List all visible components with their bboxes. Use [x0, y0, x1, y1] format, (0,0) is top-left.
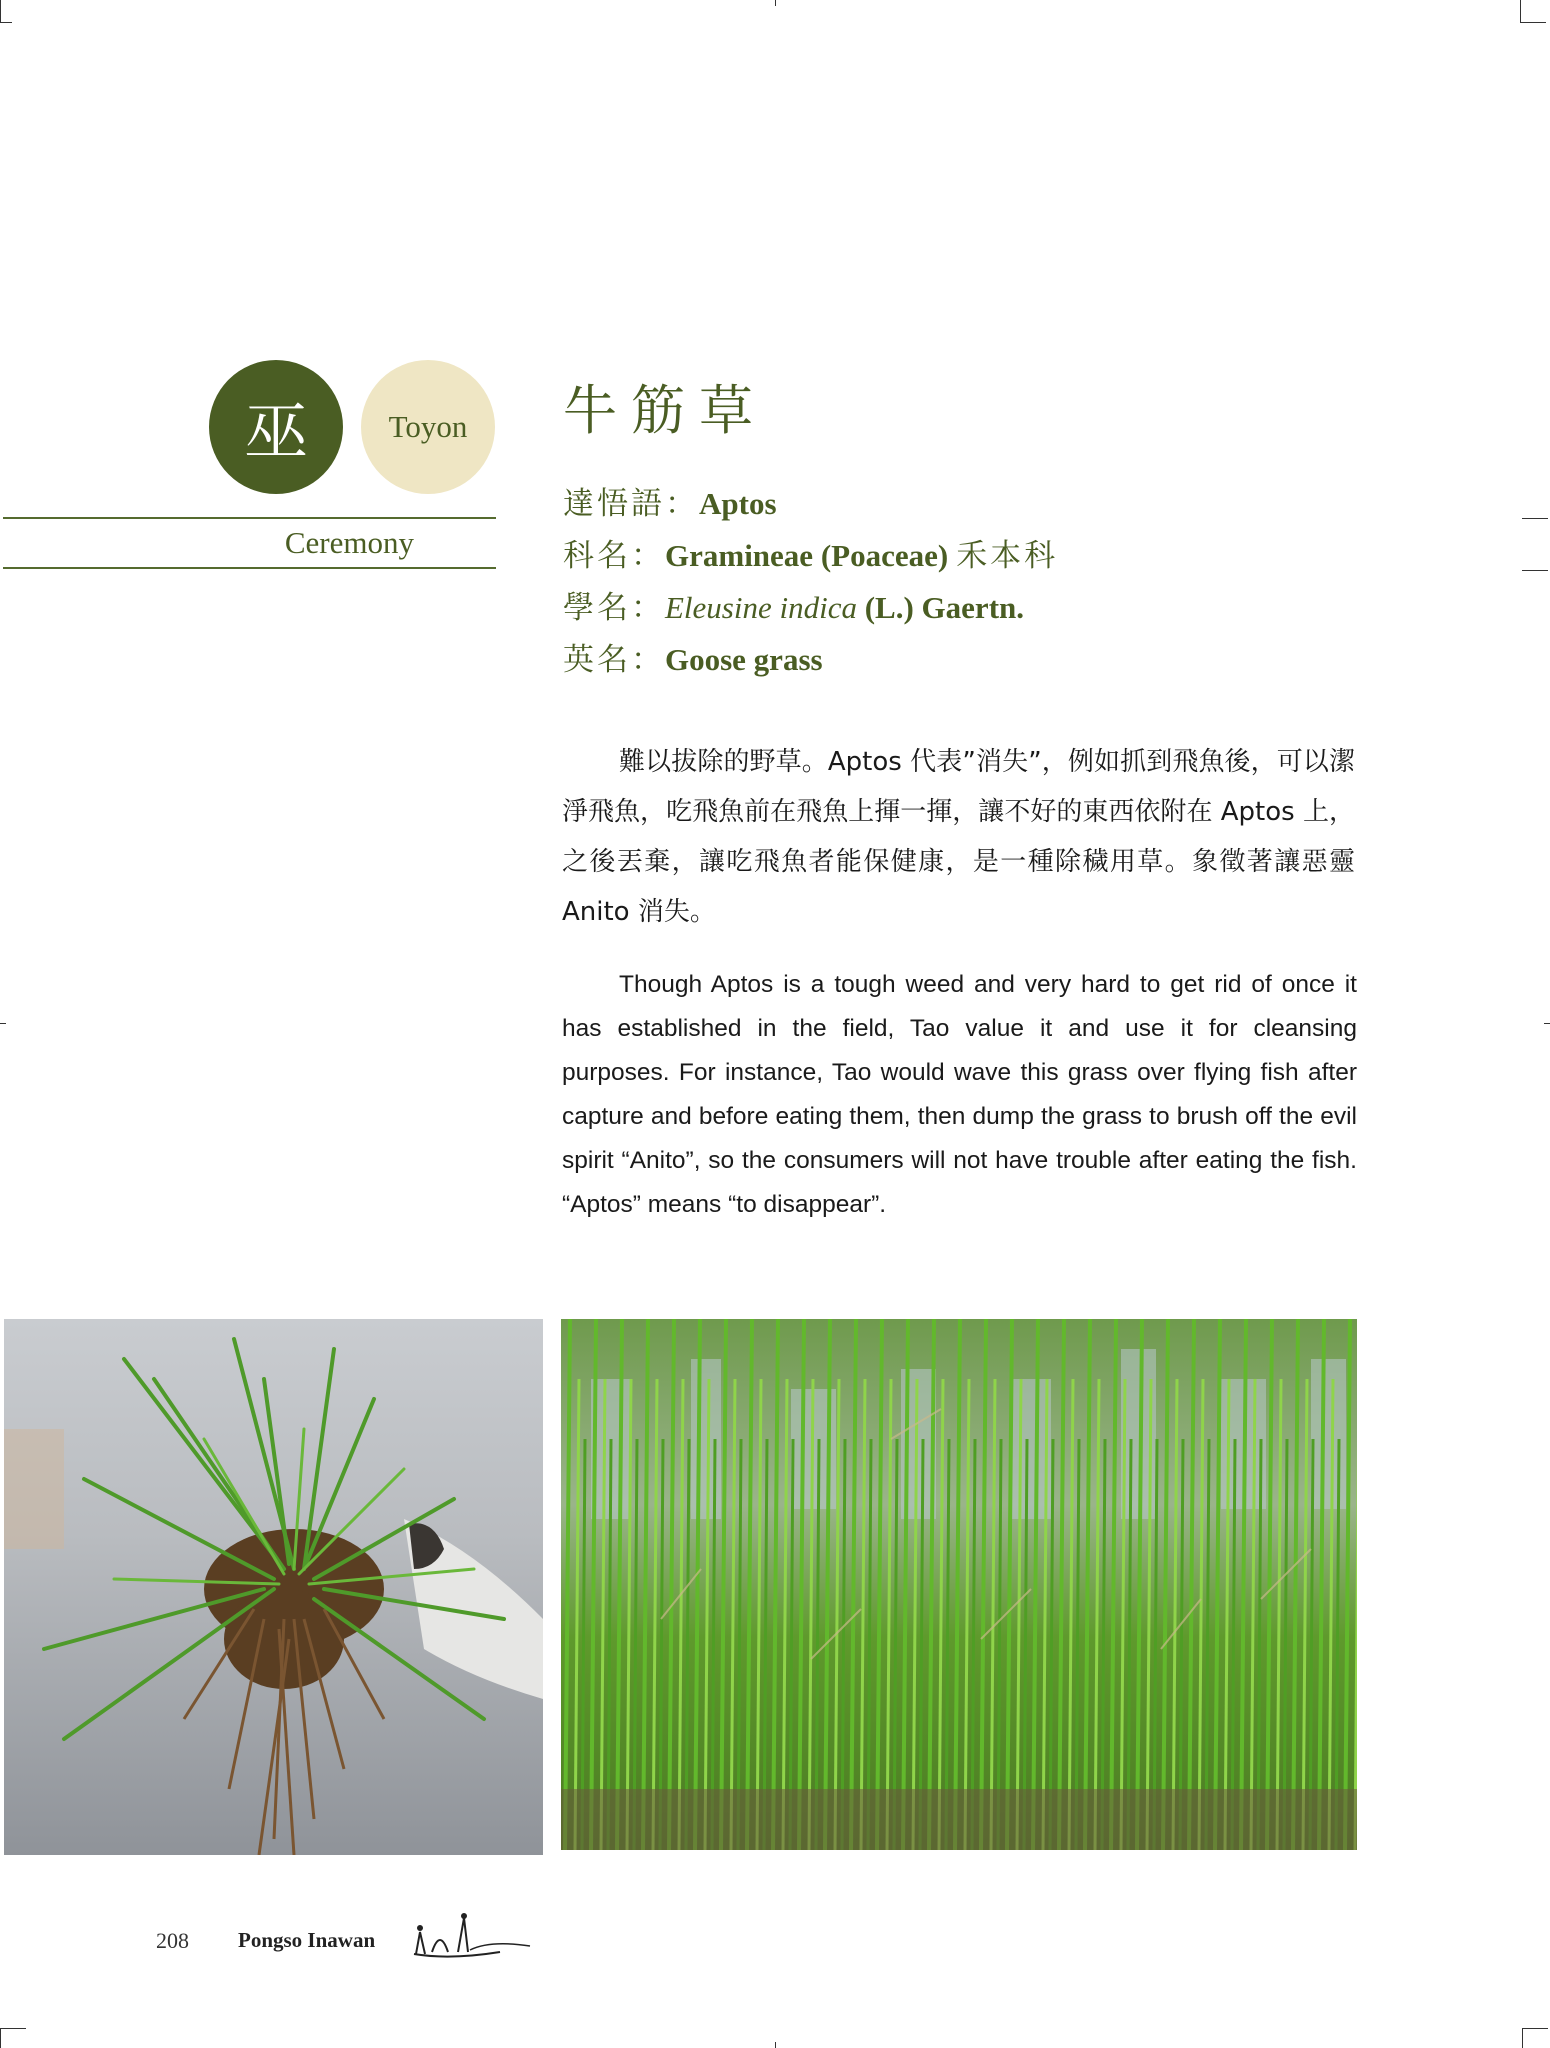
family-value: Gramineae (Poaceae)	[665, 538, 949, 573]
crop-mark	[775, 0, 776, 6]
scientific-name-label: 學名：	[563, 590, 665, 626]
crop-mark	[1522, 2028, 1548, 2029]
page-title: 牛筋草	[563, 379, 767, 442]
crop-mark	[0, 1023, 6, 1024]
tao-name-row	[563, 478, 1058, 530]
crop-mark	[1522, 570, 1548, 571]
crop-mark	[0, 2028, 1, 2048]
species-metadata	[563, 478, 1058, 686]
crop-mark	[775, 2042, 776, 2048]
divider-bottom	[3, 567, 496, 569]
book-title: Pongso Inawan	[238, 1928, 376, 1952]
canoe-logo-icon	[380, 1910, 535, 1960]
page-number: 208	[156, 1928, 189, 1953]
english-name-row	[563, 634, 1058, 686]
crop-mark	[1522, 2028, 1523, 2048]
photo-uprooted-grass	[4, 1319, 543, 1855]
family-row	[563, 530, 1058, 582]
badge-en-text: Toyon	[388, 409, 468, 444]
description-en: Though Aptos is a tough weed and very hard to get rid of once it has established in the field, Tao value it and use it for cleansing purposes. For instance, Tao would wave this grass over flying fish after capture and before eating them, then dump the grass to brush off the evil spirit “Anito”, so the consumers will not have trouble after eating the fish. “Aptos” means “to disappear”.	[562, 971, 1357, 1218]
family-cn: 禾本科	[956, 538, 1059, 574]
crop-mark	[0, 22, 12, 23]
english-name-label: 英名：	[563, 642, 665, 678]
divider-top	[3, 517, 496, 519]
category-badge-zh	[209, 360, 343, 494]
category-badge-en	[361, 360, 495, 494]
crop-mark	[1544, 1023, 1550, 1024]
scientific-name-authority: (L.) Gaertn.	[856, 590, 1025, 625]
description-zh: 難以拔除的野草。Aptos 代表”消失”，例如抓到飛魚後，可以潔淨飛魚，吃飛魚前在飛魚上揮一揮，讓不好的東西依附在 Aptos 上，之後丟棄，讓吃飛魚者能保健康，是一種除穢用草。象徵著讓惡靈 Anito 消失。	[562, 747, 1355, 927]
crop-mark	[0, 0, 1, 22]
crop-mark	[1520, 0, 1521, 22]
scientific-name-row	[563, 582, 1058, 634]
tao-name-label: 達悟語：	[563, 486, 699, 522]
crop-mark	[0, 2028, 26, 2029]
photo-grass-field	[561, 1319, 1357, 1850]
crop-mark	[1522, 518, 1548, 519]
category-label: Ceremony	[284, 525, 414, 560]
scientific-name-italic: Eleusine indica	[665, 590, 857, 625]
crop-mark	[1520, 22, 1546, 23]
badge-zh-text: 巫	[244, 396, 308, 470]
english-name-value: Goose grass	[665, 642, 823, 677]
family-label: 科名：	[563, 538, 665, 574]
tao-name-value: Aptos	[699, 486, 777, 521]
